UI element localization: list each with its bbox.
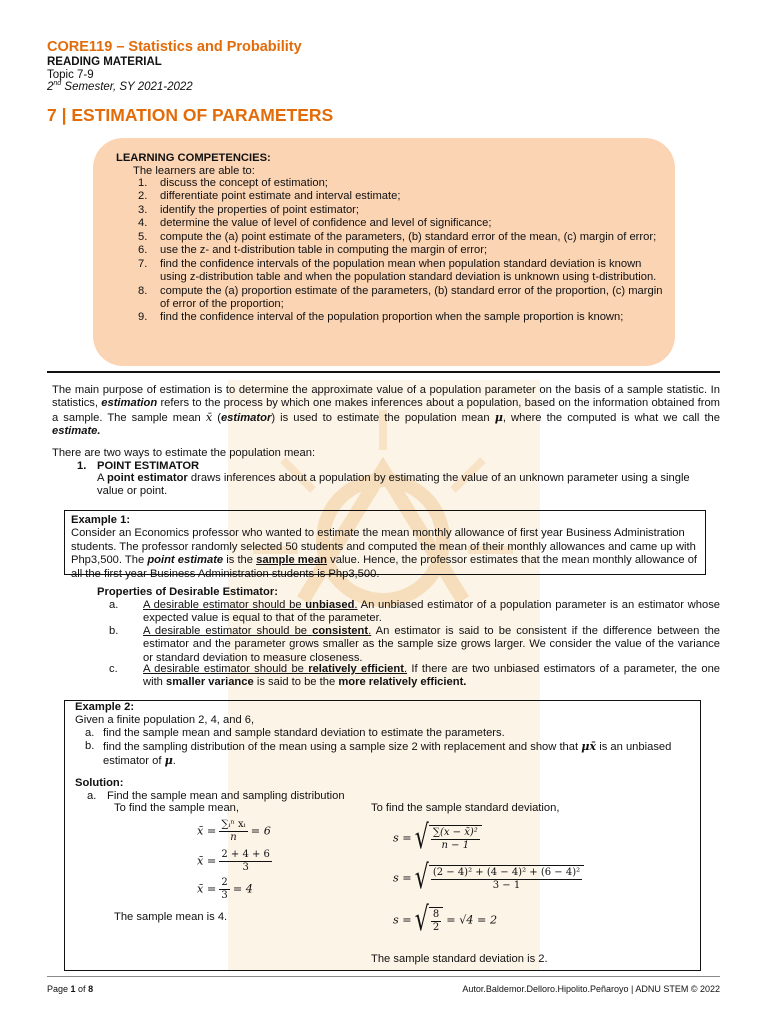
symbol-mu-xbar: μx̄ <box>581 739 597 753</box>
fraction <box>219 877 229 902</box>
numerator: 2 + 4 + 6 <box>221 849 270 860</box>
semester-label <box>47 81 193 95</box>
text-span: of <box>75 984 89 994</box>
square-root: √ $\frac{\text{∑(x − x̄)²}}{n - 1}$ <box>415 825 482 852</box>
item-number: 2. <box>138 190 148 203</box>
item-number: 4. <box>138 217 148 230</box>
equation-rhs: = √4 = 2 <box>446 913 498 927</box>
square-root: √ $\frac{\text{(2 − 4)² + (4 − 4)² + (6 − 4)²}}{3 - 1}$ <box>415 865 584 892</box>
footer-credit: Autor.Baldemor.Delloro.Hipolito.Peñaroyo | ADNU STEM © 2022 <box>462 984 720 994</box>
item-text: determine the value of level of confidence and level of significance; <box>160 217 492 230</box>
term-estimate: estimate. <box>52 425 101 438</box>
competency-item <box>133 190 663 203</box>
text-span: Consider an Economics professor who wanted to estimate the mean monthly allowance of first year Business Administration students. The professor randomly selected 50 students and computed the mean of their monthly allowances and came up with Php3,500. The <box>71 527 696 567</box>
symbol-mu: μ <box>164 753 173 768</box>
list-letter: a. <box>87 790 97 802</box>
section-divider <box>47 371 720 373</box>
item-number: 8. <box>138 284 148 297</box>
text-span: ( <box>212 411 221 424</box>
equation-lhs: x̄ = <box>197 882 217 896</box>
text-span: An estimator is said to be consistent if the difference between the estimator and the parameter grows smaller as the sample size grows larger. We consider the value of the variance or standard deviation to measure closeness. <box>143 625 721 664</box>
solution-part-a: Find the sample mean and sampling distribution <box>107 790 345 802</box>
topic-label: Topic 7-9 <box>47 69 94 81</box>
term-sample-mean: sample mean <box>256 554 328 567</box>
equation-rhs: = 4 <box>232 882 253 896</box>
term-smaller-variance: smaller variance <box>166 676 254 689</box>
example-2-box <box>64 700 701 971</box>
learning-competencies-box <box>93 138 675 366</box>
fraction <box>431 867 582 892</box>
properties-heading: Properties of Desirable Estimator: <box>97 586 278 598</box>
list-letter: b. <box>109 625 119 637</box>
text-span: The main purpose of estimation is to determine the approximate value of a population parameter on the basis of a sample statistic. In statistics, <box>52 384 720 410</box>
semester-rest: Semester, SY 2021-2022 <box>61 81 193 93</box>
competency-item <box>133 231 663 244</box>
text-span: . <box>354 599 358 611</box>
text-span: A <box>97 472 107 484</box>
competency-item <box>133 258 663 285</box>
semester-sup: nd <box>53 80 62 88</box>
mean-result: The sample mean is 4. <box>114 911 228 923</box>
competencies-heading: LEARNING COMPETENCIES: <box>116 152 271 164</box>
equation-lhs: x̄ = <box>197 854 217 868</box>
denominator: 3 <box>242 862 249 873</box>
course-title: CORE119 – Statistics and Probability <box>47 39 302 55</box>
fraction <box>219 849 272 874</box>
text-span: Page <box>47 984 71 994</box>
example-1-title: Example 1: <box>71 514 131 526</box>
term-estimation: estimation <box>101 397 158 410</box>
item-number: 3. <box>138 203 148 216</box>
sd-equation-1 <box>393 819 482 857</box>
square-root: √ $\frac{8}{2}$ <box>415 907 443 934</box>
equation-rhs: = 6 <box>250 824 271 838</box>
text-span: . <box>368 625 372 637</box>
list-letter: a. <box>85 727 95 739</box>
list-number: 1. <box>77 460 87 472</box>
competency-item <box>133 311 663 324</box>
example-1-box <box>64 510 706 580</box>
example-2-title: Example 2: <box>75 701 135 713</box>
item-text: find the confidence interval of the population proportion when the sample proportion is known; <box>160 311 624 324</box>
denominator: 3 <box>221 890 228 901</box>
denominator: n <box>230 832 237 843</box>
solution-heading: Solution: <box>75 777 124 789</box>
text-span: . <box>172 755 176 768</box>
numerator: (2 − 4)² + (4 − 4)² + (6 − 4)² <box>432 867 581 878</box>
text-span: , where the computed is what we call the <box>502 411 721 424</box>
numerator: 2 <box>221 877 228 888</box>
fraction <box>431 909 441 934</box>
text-span: find the sampling distribution of the mean using a sample size 2 with replacement and show that <box>103 741 582 753</box>
example-2-given: Given a finite population 2, 4, and 6, <box>75 714 255 726</box>
footer-divider <box>47 976 720 977</box>
current-page: 1 <box>70 984 76 994</box>
text-span: refers to the process by which one makes inferences about a population, based on the information obtained from a sample. The sample mean <box>52 397 720 424</box>
text-span: An unbiased estimator of a population parameter is an estimator whose expected value is equal to that of the parameter. <box>143 599 721 625</box>
term-estimator: estimator <box>220 411 272 424</box>
document-type: READING MATERIAL <box>47 56 162 68</box>
item-text: discuss the concept of estimation; <box>160 177 328 189</box>
text-span: is said to be the <box>253 676 339 689</box>
item-text: use the z- and t-distribution table in computing the margin of error; <box>160 244 488 257</box>
competencies-list <box>133 177 663 325</box>
item-number: 6. <box>138 244 148 257</box>
sd-result: The sample standard deviation is 2. <box>371 953 548 965</box>
heading-text: POINT ESTIMATOR <box>97 460 200 472</box>
point-estimator-description <box>97 472 719 499</box>
example-2-part-b <box>103 740 695 769</box>
equation-lhs: x̄ = <box>197 824 217 838</box>
fraction <box>219 819 247 844</box>
term-point-estimator: point estimator <box>106 472 188 484</box>
competency-item <box>133 285 663 312</box>
text-span: is the <box>223 554 257 567</box>
term-unbiased: unbiased <box>305 599 355 611</box>
total-pages: 8 <box>88 984 94 994</box>
semester-num: 2 <box>47 81 54 93</box>
competency-item <box>133 217 663 230</box>
item-number: 1. <box>138 177 148 189</box>
item-text: differentiate point estimate and interval estimate; <box>160 190 401 203</box>
text-span: . <box>403 663 408 675</box>
competency-item <box>133 177 663 190</box>
list-letter: b. <box>85 740 95 752</box>
mean-equation-2 <box>197 849 272 874</box>
text-span: draws inferences about a population by estimating the value of an unknown parameter using a single value or point. <box>97 472 690 498</box>
numerator: ∑(x − x̄)² <box>432 827 478 838</box>
item-text: find the confidence intervals of the population mean when population standard deviation is known using z-distribution table and when the population standard deviation is unknown using t-distribution. <box>160 257 657 284</box>
symbol-mu: μ <box>494 409 503 424</box>
item-text: compute the (a) point estimate of the parameters, (b) standard error of the mean, (c) margin of error; <box>160 230 657 243</box>
item-number: 7. <box>138 257 148 270</box>
list-letter: c. <box>109 663 118 675</box>
term-point-estimate: point estimate <box>147 554 224 567</box>
two-ways-paragraph: There are two ways to estimate the population mean: <box>52 447 316 459</box>
text-span: A desirable estimator should be <box>143 625 313 637</box>
text-span: A desirable estimator should be <box>143 663 309 675</box>
fraction <box>431 827 480 852</box>
equation-lhs: s = <box>393 831 412 845</box>
competency-item <box>133 204 663 217</box>
page-number <box>47 984 93 995</box>
denominator: 3 − 1 <box>492 880 521 891</box>
equation-lhs: s = <box>393 913 412 927</box>
property-text <box>143 625 720 665</box>
term-relatively-efficient: relatively efficient <box>308 663 404 675</box>
item-text: compute the (a) proportion estimate of the parameters, (b) standard error of the proportion, (c) margin of error of the proportion; <box>160 284 663 310</box>
competencies-intro: The learners are able to: <box>133 165 255 177</box>
property-text <box>143 663 720 690</box>
numerator: 8 <box>432 909 440 920</box>
symbol-xbar: x̄ <box>205 410 213 424</box>
item-number: 5. <box>138 230 148 243</box>
example-2-part-a: find the sample mean and sample standard deviation to estimate the parameters. <box>103 727 505 739</box>
sd-equation-3 <box>393 901 498 939</box>
text-span: A desirable estimator should be <box>143 599 306 611</box>
sd-equation-2 <box>393 859 584 897</box>
section-title: 7 | ESTIMATION OF PARAMETERS <box>47 105 334 125</box>
list-letter: a. <box>109 599 119 611</box>
denominator: 2 <box>432 922 440 933</box>
intro-paragraph <box>52 384 720 439</box>
competency-item <box>133 244 663 257</box>
example-1-text <box>71 527 699 581</box>
item-text: identify the properties of point estimator; <box>160 203 359 216</box>
mean-label: To find the sample mean, <box>114 802 239 814</box>
text-span: ) is used to estimate the population mean <box>271 411 495 424</box>
mean-equation-1 <box>197 819 271 844</box>
mean-equation-3 <box>197 877 253 902</box>
text-span: is an unbiased estimator of <box>103 741 672 768</box>
term-consistent: consistent <box>312 625 369 637</box>
numerator: ∑ᵢⁿ xᵢ <box>221 819 246 830</box>
equation-lhs: s = <box>393 871 412 885</box>
item-number: 9. <box>138 311 148 324</box>
text-span: If there are two unbiased estimators of a parameter, the one with <box>143 663 721 689</box>
denominator: n − 1 <box>441 840 470 851</box>
property-text <box>143 599 720 626</box>
text-span: value. Hence, the professor estimates that the mean monthly allowance of all the first year Business Administration students is Php3,500. <box>71 554 698 580</box>
sd-label: To find the sample standard deviation, <box>371 802 560 814</box>
term-more-efficient: more relatively efficient. <box>338 676 467 689</box>
